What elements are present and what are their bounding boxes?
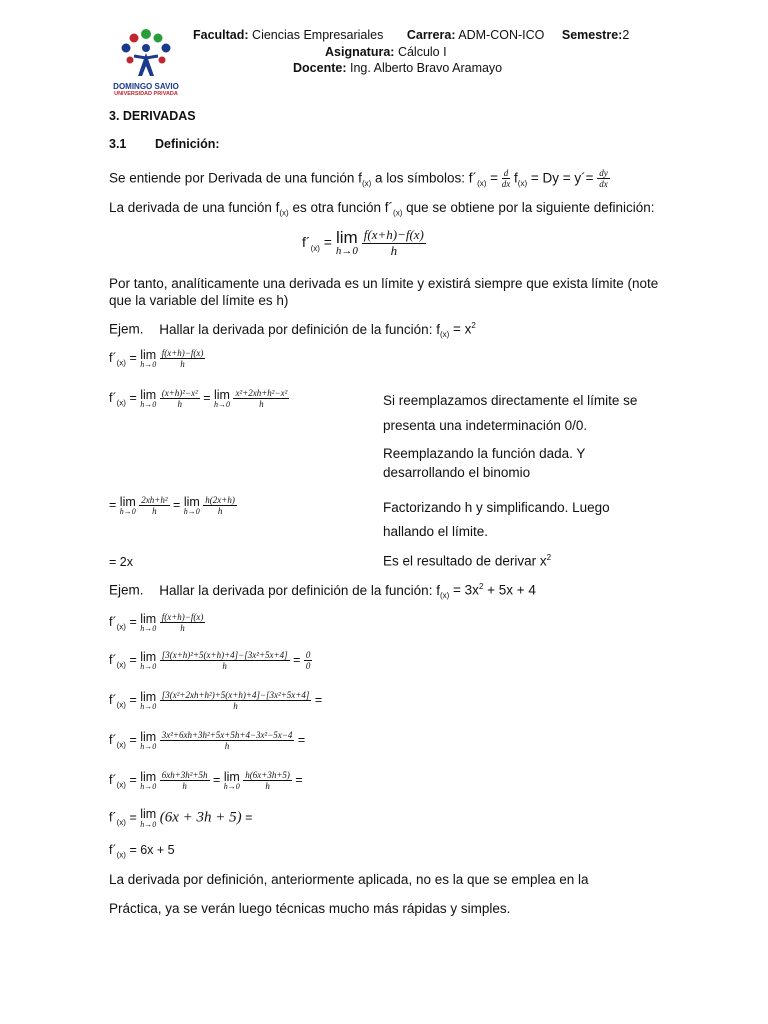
subject-value: Cálculo I [397, 45, 447, 59]
header-line-1 [193, 28, 629, 42]
para1-text-a: Se entiende por Derivada de una función f [109, 170, 362, 186]
para2-text-b: es otra función f´ [288, 200, 394, 215]
teacher-value: Ing. Alberto Bravo Aramayo [349, 61, 503, 75]
example1-label: Ejem. [109, 321, 144, 337]
note2-line2: desarrollando el binomio [383, 465, 531, 480]
header-line-3 [293, 61, 502, 75]
faculty-value: Ciencias Empresariales [252, 28, 384, 42]
note4: Es el resultado de derivar $x^2$ [383, 553, 552, 569]
header-line-2 [325, 45, 447, 59]
example2-heading: Ejem. Hallar la derivada por definición de la función: $f_{(x)} = 3x^2 + 5x + 4$ [109, 582, 536, 601]
example1-step2: $f´_{(x)}$ = lim h→0 $\frac{\text{(x+h)²−x²}}{h}$ = lim h→0 $\frac{\text{x²+2xh+h²−x²}}{h}$ [109, 387, 288, 410]
note2-line1: Reemplazando la función dada. Y [383, 446, 586, 461]
note3-line1: Factorizando h y simplificando. Luego [383, 500, 610, 515]
note1-line2: presenta una indeterminación 0/0. [383, 418, 588, 433]
semester-label: Semestre: [561, 28, 623, 42]
subsection-title: Definición: [155, 137, 220, 151]
note1-line1: Si reemplazamos directamente el límite se [383, 393, 638, 408]
closing-line2: Práctica, ya se verán luego técnicas mucho más rápidas y simples. [109, 901, 511, 916]
para1-text-d: = Dy = y´= [527, 170, 594, 186]
logo-subtitle: UNIVERSIDAD PRIVADA [114, 91, 178, 97]
note3-line2: hallando el límite. [383, 524, 489, 539]
example1-result: = 2x [109, 555, 133, 569]
subsection-number: 3.1 [109, 137, 127, 151]
definition-formula: $f´_{(x)}$ = lim h→0 $\frac{f(x+h)-f(x)}{h}$ [302, 227, 424, 258]
derivative-paragraph: La derivada de una función $f_{(x)}$ es otra función $f´_{(x)}$ que se obtiene por la siguiente definición: [109, 200, 655, 218]
career-value: ADM-CON-ICO [458, 28, 545, 42]
definition-paragraph: Se entiende por Derivada de una función $f_{(x)}$ a los símbolos: $f´_{(x)}$ = $\frac{d}{dx}$ $f_{(x)} = Dy$ = y´= $\frac{dy}{dx}$ [109, 168, 608, 190]
analytic-paragraph-line2: que la variable del límite es h) [109, 293, 289, 308]
faculty-label: Facultad: [193, 28, 249, 42]
logo-name: DOMINGO SAVIO [113, 82, 179, 91]
note4-text: Es el resultado de derivar x [383, 553, 547, 569]
example2-result-rhs: = 6x + 5 [125, 843, 175, 857]
example2-function: = 3x [449, 582, 479, 598]
example2-step3: $f´_{(x)}$ = lim h→0 $\frac{\text{[3(x²+2xh+h²)+5(x+h)+4]−[3x²+5x+4]}}{h}$ = [109, 689, 323, 712]
example2-step1: $f´_{(x)}$ = lim h→0 $\frac{f(x+h)-f(x)}{h}$ [109, 611, 204, 634]
example1-step3: = lim h→0 $\frac{\text{2xh+h²}}{h}$ = lim h→0 $\frac{h(2x+h)}{h}$ [109, 494, 235, 517]
example2-text: Hallar la derivada por definición de la función: f [159, 582, 440, 598]
para1-text-b: a los símbolos: f´ [371, 170, 478, 186]
example2-result-lhs: f´ [109, 843, 117, 857]
section-title: 3. DERIVADAS [109, 109, 196, 123]
example1-text: Hallar la derivada por definición de la función: f [159, 321, 440, 337]
example2-step2: $f´_{(x)}$ = lim h→0 $\frac{\text{[3(x+h)²+5(x+h)+4]−[3x²+5x+4]}}{h}$ = $\frac{0}{0}$ [109, 649, 311, 672]
career-label: Carrera: [406, 28, 456, 42]
example2-function-rest: + 5x + 4 [483, 582, 536, 598]
semester-value: 2 [622, 28, 630, 42]
example2-result: $f´_{(x)} = 6x + 5$ [109, 843, 175, 860]
analytic-paragraph-line1: Por tanto, analíticamente una derivada es un límite y existirá siempre que exista límite (note [109, 276, 659, 291]
para2-text-a: La derivada de una función f [109, 200, 280, 215]
example2-step5: $f´_{(x)}$ = lim h→0 $\frac{\text{6xh+3h²+5h}}{h}$ = lim h→0 $\frac{h(6x+3h+5)}{h}$ = [109, 769, 303, 792]
example2-step4: $f´_{(x)}$ = lim h→0 $\frac{\text{3x²+6xh+3h²+5x+5h+4−3x²−5x−4}}{h}$ = [109, 729, 306, 752]
example2-label: Ejem. [109, 582, 144, 598]
example2-step6: $f´_{(x)}$ = lim h→0 (6x + 3h + 5) = [109, 807, 253, 829]
para2-text-c: que se obtiene por la siguiente definición: [402, 200, 655, 215]
closing-line1: La derivada por definición, anteriormente aplicada, no es la que se emplea en la [109, 872, 589, 887]
teacher-label: Docente: [293, 61, 347, 75]
example1-function: = x [449, 321, 472, 337]
example1-step1: $f´_{(x)}$ = lim h→0 $\frac{f(x+h)-f(x)}{h}$ [109, 347, 204, 370]
para1-text-c: f [510, 170, 518, 186]
subject-label: Asignatura: [325, 45, 395, 59]
example1-heading: Ejem. Hallar la derivada por definición de la función: $f_{(x)} = x^2$ [109, 321, 476, 340]
